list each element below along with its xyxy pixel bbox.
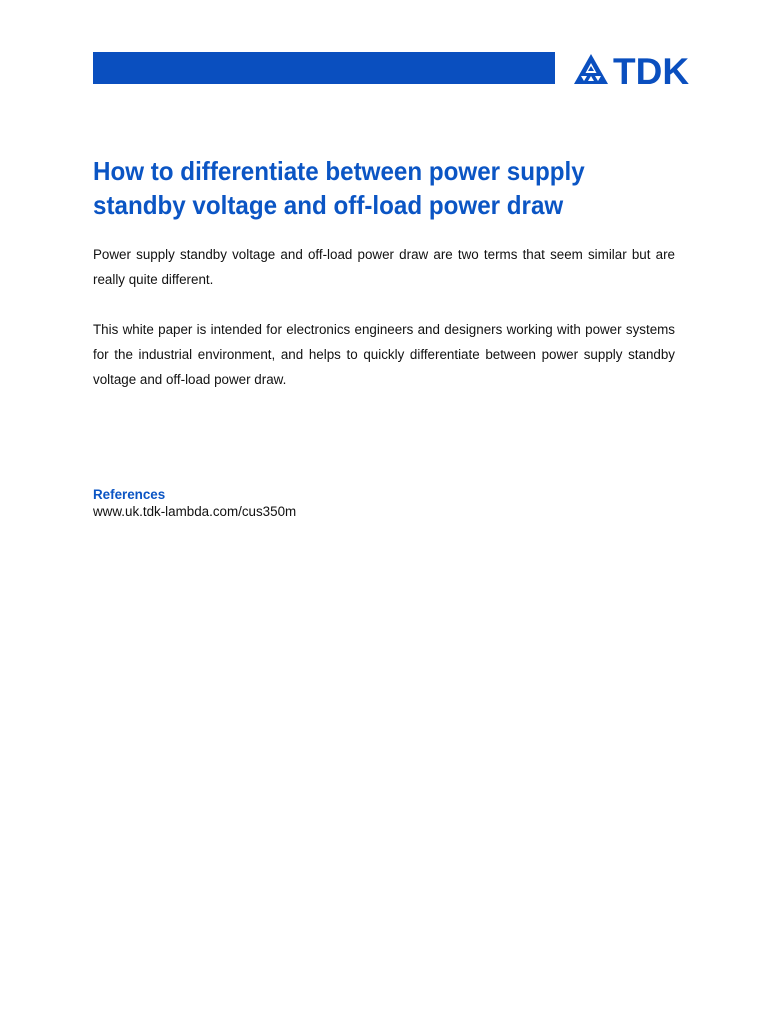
intro-paragraph: Power supply standby voltage and off-load power draw are two terms that seem similar but are really quite different.	[93, 247, 675, 287]
references-link[interactable]: www.uk.tdk-lambda.com/cus350m	[93, 504, 297, 519]
header-bar	[93, 52, 555, 84]
references-heading: References	[93, 487, 166, 502]
tdk-logo	[572, 52, 724, 88]
audience-paragraph: This white paper is intended for electronics engineers and designers working with power systems for the industrial environment, and helps to quickly differentiate between power supply standby voltage and off-load power draw.	[93, 322, 675, 387]
title-line-1: How to differentiate between power supply	[93, 156, 585, 186]
tdk-logo-icon	[572, 52, 724, 88]
references-section	[93, 486, 675, 520]
page-title	[93, 154, 675, 222]
logo-text: TDK	[613, 52, 690, 88]
title-line-2: standby voltage and off-load power draw	[93, 190, 564, 220]
document-body	[93, 154, 675, 520]
